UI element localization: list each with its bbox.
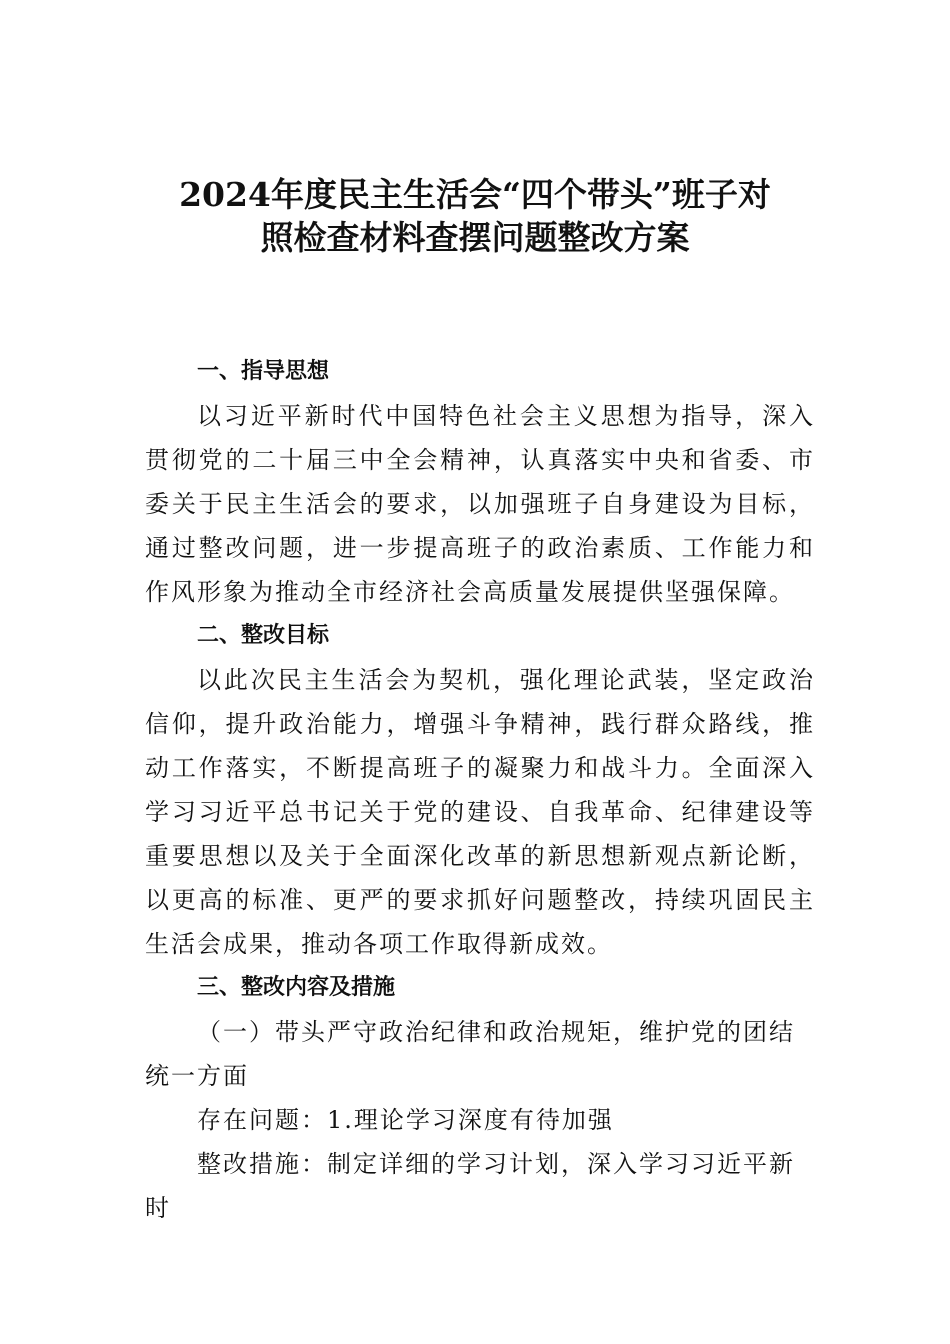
- existing-problem-line: 存在问题：1.理论学习深度有待加强: [197, 1106, 614, 1134]
- section-paragraph-guiding-ideology: 以习近平新时代中国特色社会主义思想为指导，深入贯彻党的二十届三中全会精神，认真落实中央和省委、市委关于民主生活会的要求，以加强班子自身建设为目标，通过整改问题，进一步提高班子的政治素质、工作能力和作风形象为推动全市经济社会高质量发展提供坚强保障。: [145, 402, 815, 606]
- document-title-line-1: 2024年度民主生活会“四个带头”班子对: [179, 175, 771, 214]
- section-heading-guiding-ideology: 一、指导思想: [197, 359, 330, 384]
- document-body: [145, 350, 815, 1230]
- section-heading-rectification-goals: 二、整改目标: [197, 623, 330, 648]
- section-paragraph-rectification-goals: 以此次民主生活会为契机，强化理论武装，坚定政治信仰，提升政治能力，增强斗争精神，践行群众路线，推动工作落实，不断提高班子的凝聚力和战斗力。全面深入学习习近平总书记关于党的建设、自我革命、纪律建设等重要思想以及关于全面深化改革的新思想新观点新论断，以更高的标准、更严的要求抓好问题整改，持续巩固民主生活会成果，推动各项工作取得新成效。: [145, 666, 815, 958]
- subsection-heading-political-discipline: （一）带头严守政治纪律和政治规矩，维护党的团结统一方面: [145, 1018, 795, 1090]
- document-title-line-2: 照检查材料查摆问题整改方案: [260, 218, 690, 257]
- rectification-measure-line: 整改措施：制定详细的学习计划，深入学习习近平新时: [145, 1150, 795, 1222]
- section-heading-content-and-measures: 三、整改内容及措施: [197, 975, 396, 1000]
